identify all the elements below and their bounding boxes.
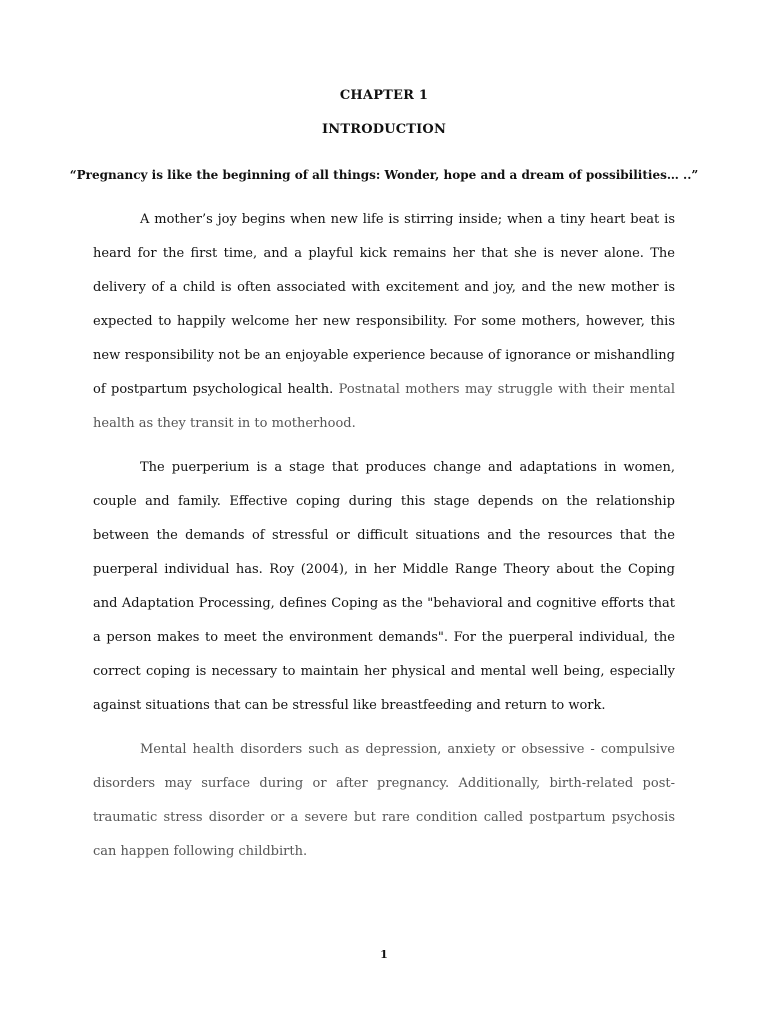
paragraph-3: Mental health disorders such as depression, anxiety or obsessive - compulsive disorders may surface during or after pregnancy. Additionally, birth-related post-traumatic stress disorder or a severe but rare condition called postpartum psychosis can happen following childbirth.	[93, 742, 675, 859]
epigraph-quote: “Pregnancy is like the beginning of all things: Wonder, hope and a dream of possibilities… ..”	[69, 168, 699, 182]
page-number: 1	[380, 948, 388, 961]
paragraph-2: The puerperium is a stage that produces change and adaptations in women, couple and family. Effective coping during this stage depends on the relationship between the demands of stressful or difficult situations and the resources that the puerperal individual has. Roy (2004), in her Middle Range Theory about the Coping and Adaptation Processing, defines Coping as the "behavioral and cognitive efforts that a person makes to meet the environment demands". For the puerperal individual, the correct coping is necessary to maintain her physical and mental well being, especially against situations that can be stressful like breastfeeding and return to work.	[93, 460, 675, 713]
paragraph-1	[93, 203, 675, 441]
chapter-heading: CHAPTER 1	[339, 88, 429, 103]
section-title: INTRODUCTION	[321, 122, 447, 137]
paragraph-1-part-1: A mother’s joy begins when new life is stirring inside; when a tiny heart beat is heard for the first time, and a playful kick remains her that she is never alone. The delivery of a child is often associated with excitement and joy, and the new mother is expected to happily welcome her new responsibility. For some mothers, however, this new responsibility not be an enjoyable experience because of ignorance or mishandling of postpartum psychological health.	[93, 212, 675, 397]
paragraph-1-part-2: Postnatal mothers may struggle with their mental health as they transit in to motherhood.	[93, 382, 676, 431]
